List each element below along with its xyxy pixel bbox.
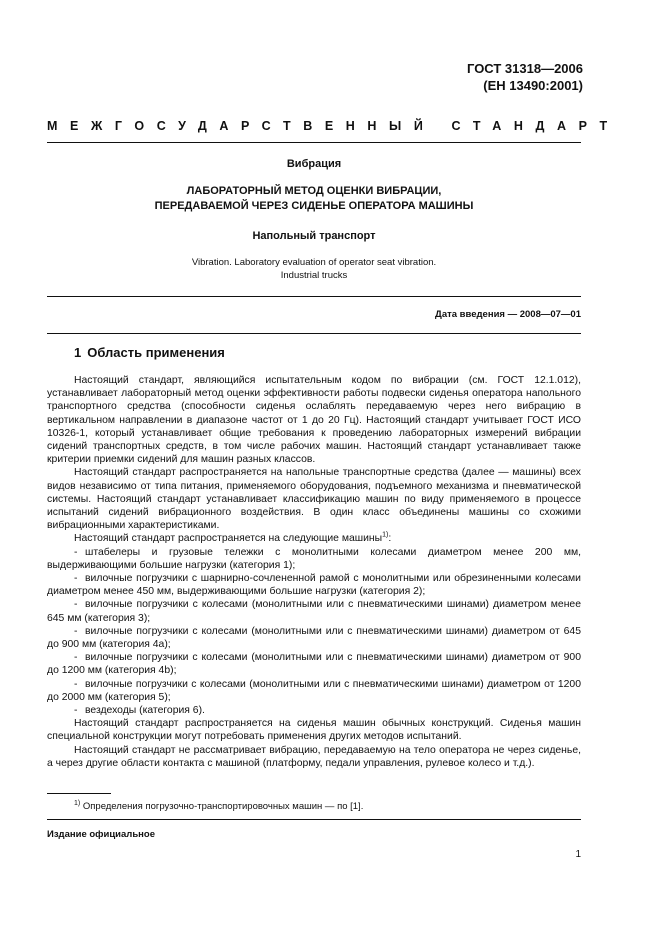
- list-item: [47, 651, 581, 677]
- english-title-line-1: Vibration. Laboratory evaluation of operator seat vibration.: [191, 257, 437, 268]
- list-item: [47, 546, 581, 572]
- date-divider: [47, 333, 581, 334]
- title-divider: [47, 296, 581, 297]
- footnote-text: Определения погрузочно-транспортировочных машин — по [1].: [82, 801, 364, 812]
- section-title: Область применения: [87, 345, 225, 360]
- list-item-text: вилочные погрузчики с колесами (монолитными или с пневматическими шинами) диаметром от 1200 до 2000 мм (категория 5);: [47, 678, 581, 703]
- page-number: 1: [575, 849, 581, 860]
- footnote-mark: 1): [74, 799, 81, 807]
- interstate-standard-banner: МЕЖГОСУДАРСТВЕННЫЙ СТАНДАРТ: [47, 119, 620, 133]
- list-dash: -: [74, 678, 78, 690]
- document-title: [47, 184, 581, 214]
- standard-number-block: [467, 60, 583, 94]
- introduction-date: Дата введения — 2008—07—01: [435, 309, 581, 320]
- list-item-text: вилочные погрузчики с колесами (монолитными или с пневматическими шинами) диаметром менее 645 мм (категория 3);: [47, 599, 581, 624]
- footer-divider: [47, 819, 581, 820]
- list-dash: -: [74, 652, 78, 664]
- title-line-2: ПЕРЕДАВАЕМОЙ ЧЕРЕЗ СИДЕНЬЕ ОПЕРАТОРА МАШИНЫ: [154, 200, 474, 212]
- footnote-divider: [47, 793, 111, 794]
- list-item: [47, 704, 581, 717]
- section-number: 1: [74, 345, 82, 360]
- section-heading: [74, 345, 225, 360]
- title-line-1: ЛАБОРАТОРНЫЙ МЕТОД ОЦЕНКИ ВИБРАЦИИ,: [186, 185, 442, 197]
- list-item-text: штабелеры и грузовые тележки с монолитными колесами диаметром менее 200 мм, выдерживающими большие нагрузки (категория 1);: [47, 546, 581, 571]
- section-body: [47, 374, 581, 770]
- list-intro-text: Настоящий стандарт распространяется на следующие машины: [74, 533, 383, 545]
- list-dash: -: [74, 573, 78, 585]
- list-item: [47, 572, 581, 598]
- english-title: [47, 256, 581, 282]
- list-item-text: вилочные погрузчики с колесами (монолитными или с пневматическими шинами) диаметром от 645 до 900 мм (категория 4а);: [47, 625, 581, 651]
- list-dash: -: [74, 599, 78, 611]
- list-dash: -: [74, 546, 78, 558]
- footnote: [74, 801, 363, 812]
- document-subject: Вибрация: [286, 158, 342, 170]
- list-item-text: вилочные погрузчики с колесами (монолитными или с пневматическими шинами) диаметром от 900 до 1200 мм (категория 4b);: [47, 652, 581, 677]
- list-item: [47, 625, 581, 651]
- english-title-line-2: Industrial trucks: [280, 270, 348, 281]
- official-edition-label: Издание официальное: [47, 829, 155, 840]
- standard-number: ГОСТ 31318—2006: [467, 61, 583, 76]
- list-item-text: вилочные погрузчики с шарнирно-сочлененной рамой с монолитными или обрезиненными колесами диаметром менее 450 мм, выдерживающими большие нагрузки (категория 2);: [47, 573, 581, 598]
- paragraph: Настоящий стандарт, являющийся испытательным кодом по вибрации (см. ГОСТ 12.1.012), устанавливает лабораторный метод оценки эффективности работы подвески сиденья оператора напольного транспортного средства (способности сиденья ослаблять передаваемую через него вибрацию в вертикальном направлении в диапазоне частот от 1 до 20 Гц). Настоящий стандарт учитывает ГОСТ ИСО 10326-1, который устанавливает общие требования к проведению лабораторных измерений вибрации сидений транспортных средств, в том числе рабочих машин. Настоящий стандарт устанавливает также критерии приемки сидений для машин разных классов.: [47, 375, 581, 466]
- standard-en-number: (ЕН 13490:2001): [483, 78, 583, 93]
- footnote-reference[interactable]: 1): [382, 531, 389, 539]
- list-dash: -: [74, 625, 78, 637]
- top-divider: [47, 142, 581, 143]
- paragraph: Настоящий стандарт не рассматривает вибрацию, передаваемую на тело оператора не через сиденье, а через другие области контакта с машиной (платформу, педали управления, рулевое колесо и т.д.).: [47, 744, 581, 769]
- list-intro-colon: :: [388, 533, 392, 545]
- list-dash: -: [74, 705, 78, 717]
- list-item-text: вездеходы (категория 6).: [85, 705, 205, 717]
- paragraph: Настоящий стандарт распространяется на сиденья машин обычных конструкций. Сиденья машин специальной конструкции могут потребовать применения других методов испытаний.: [47, 718, 581, 743]
- document-part-title: Напольный транспорт: [252, 230, 376, 242]
- paragraph-list-intro: [47, 532, 581, 545]
- list-item: [47, 678, 581, 704]
- list-item: [47, 598, 581, 624]
- paragraph: Настоящий стандарт распространяется на напольные транспортные средства (далее — машины) всех видов независимо от типа питания, применяемого оборудования, подъемного механизма и пневматической системы. Настоящий стандарт устанавливает классификацию машин по виду применяемого в процессе испытаний сидений вибрационного воздействия. В один класс объединены машины со схожими вибрационными характеристиками.: [47, 467, 581, 532]
